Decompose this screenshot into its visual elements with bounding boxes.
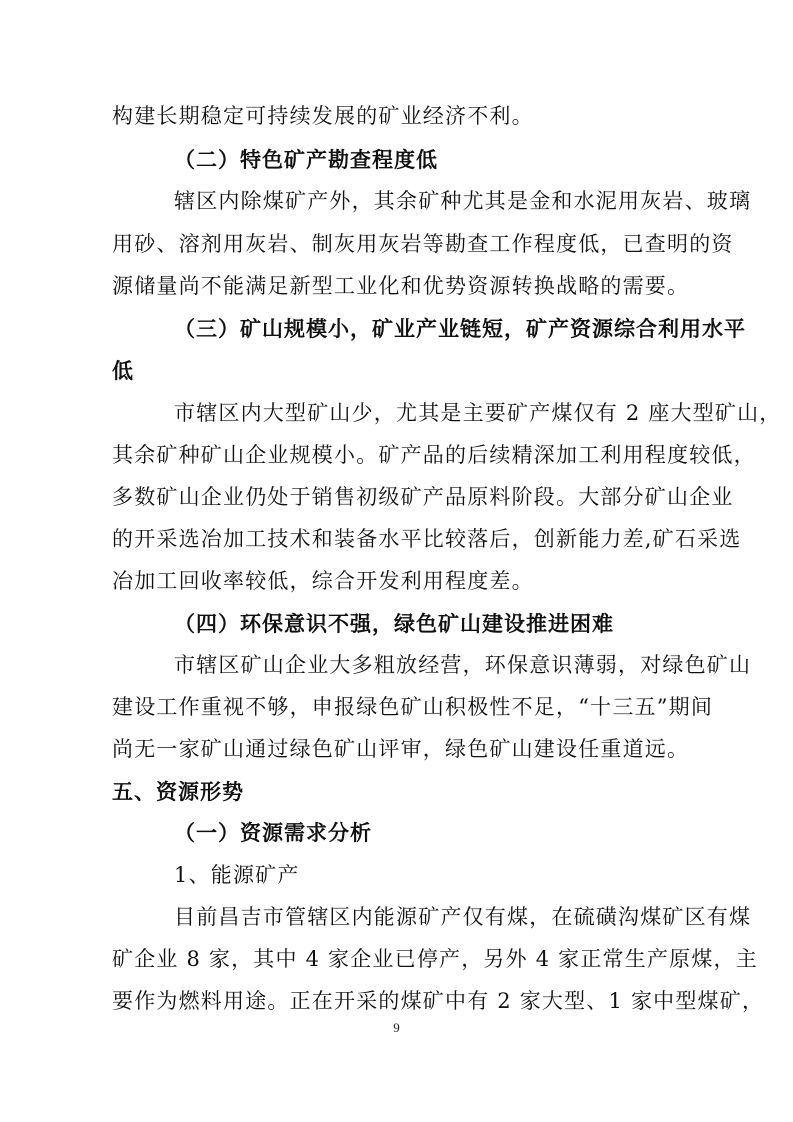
paragraph-line: 其余矿种矿山企业规模小。矿产品的后续精深加工利用程度较低， — [112, 443, 756, 467]
paragraph-line: 市辖区内大型矿山少，尤其是主要矿产煤仅有 2 座大型矿山， — [174, 401, 782, 425]
paragraph-line: 辖区内除煤矿产外，其余矿种尤其是金和水泥用灰岩、玻璃 — [174, 189, 752, 213]
paragraph-line: 的开采选冶加工技术和装备水平比较落后，创新能力差,矿石采选 — [112, 527, 742, 551]
paragraph-line: 用砂、溶剂用灰岩、制灰用灰岩等勘查工作程度低，已查明的资 — [112, 232, 734, 256]
item-heading: 1、能源矿产 — [174, 863, 300, 887]
paragraph-line: 尚无一家矿山通过绿色矿山评审，绿色矿山建设任重道远。 — [112, 737, 690, 761]
section-heading-2: （二）特色矿产勘查程度低 — [174, 148, 438, 172]
paragraph-continuation: 构建长期稳定可持续发展的矿业经济不利。 — [112, 104, 534, 128]
page-number: 9 — [393, 1020, 400, 1035]
subsection-heading: （一）资源需求分析 — [174, 821, 372, 845]
section-heading-4: （四）环保意识不强，绿色矿山建设推进困难 — [174, 612, 614, 636]
section-heading-3: （三）矿山规模小，矿业产业链短，矿产资源综合利用水平 — [174, 317, 746, 341]
chapter-heading: 五、资源形势 — [112, 780, 244, 804]
section-heading-3-continuation: 低 — [112, 359, 134, 383]
paragraph-line: 源储量尚不能满足新型工业化和优势资源转换战略的需要。 — [112, 274, 690, 298]
paragraph-line: 要作为燃料用途。正在开采的煤矿中有 2 家大型、1 家中型煤矿， — [112, 989, 765, 1013]
paragraph-line: 建设工作重视不够，申报绿色矿山积极性不足，“十三五”期间 — [112, 695, 714, 719]
paragraph-line: 矿企业 8 家，其中 4 家企业已停产，另外 4 家正常生产原煤，主 — [112, 947, 758, 971]
paragraph-line: 目前昌吉市管辖区内能源矿产仅有煤，在硫磺沟煤矿区有煤 — [174, 905, 752, 929]
paragraph-line: 市辖区矿山企业大多粗放经营，环保意识薄弱，对绿色矿山 — [174, 653, 752, 677]
paragraph-line: 冶加工回收率较低，综合开发利用程度差。 — [112, 569, 534, 593]
paragraph-line: 多数矿山企业仍处于销售初级矿产品原料阶段。大部分矿山企业 — [112, 485, 734, 509]
